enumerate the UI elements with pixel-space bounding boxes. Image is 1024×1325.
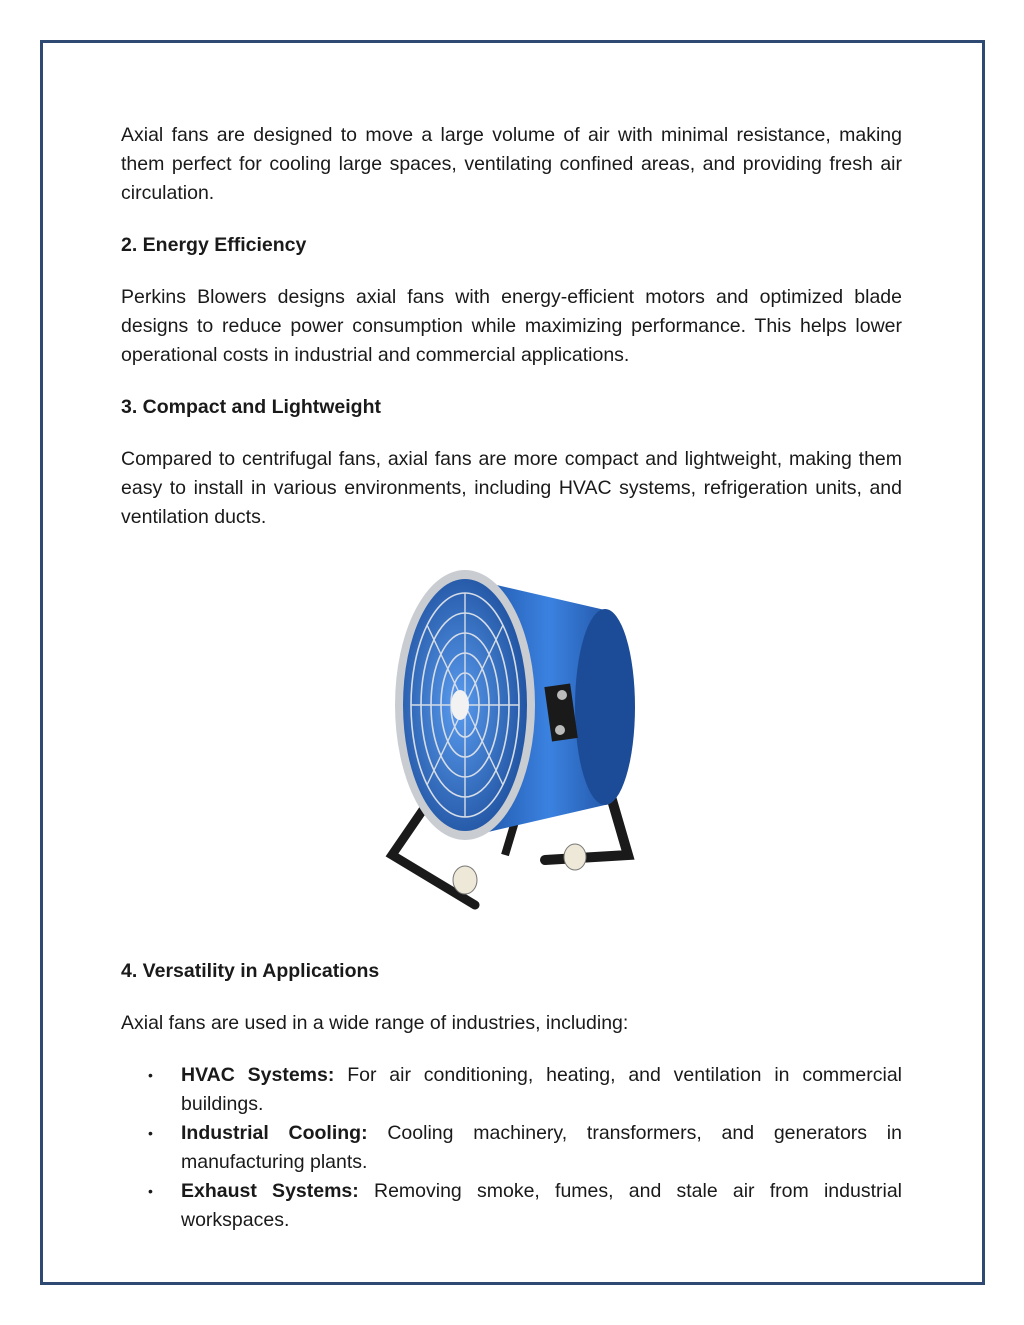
bullet-icon: •	[148, 1183, 153, 1199]
list-item-text: Removing smoke, fumes, and stale air from industrial workspaces.	[181, 1180, 902, 1231]
list-item-label: Exhaust Systems:	[181, 1180, 359, 1202]
list-item-label: Industrial Cooling:	[181, 1122, 368, 1144]
list-item	[121, 1177, 902, 1235]
energy-efficiency-heading: 2. Energy Efficiency	[121, 234, 307, 256]
axial-fan-figure	[121, 555, 902, 925]
intro-paragraph: Axial fans are designed to move a large volume of air with minimal resistance, making them perfect for cooling large spaces, ventilating confined areas, and providing fresh air circulation.	[121, 124, 902, 204]
list-item-label: HVAC Systems:	[181, 1064, 335, 1086]
compact-lightweight-heading: 3. Compact and Lightweight	[121, 396, 382, 418]
applications-list	[121, 1061, 902, 1235]
document-body	[121, 121, 902, 1235]
list-item-text: For air conditioning, heating, and ventilation in commercial buildings.	[181, 1064, 903, 1115]
list-item	[121, 1061, 902, 1119]
versatility-paragraph: Axial fans are used in a wide range of industries, including:	[121, 1012, 629, 1034]
versatility-heading: 4. Versatility in Applications	[121, 960, 380, 982]
bullet-icon: •	[148, 1067, 153, 1083]
bullet-icon: •	[148, 1125, 153, 1141]
compact-lightweight-paragraph: Compared to centrifugal fans, axial fans are more compact and lightweight, making them easy to install in various environments, including HVAC systems, refrigeration units, and ventilation ducts.	[121, 448, 902, 528]
axial-fan-icon	[380, 555, 650, 925]
list-item	[121, 1119, 902, 1177]
list-item-text: Cooling machinery, transformers, and generators in manufacturing plants.	[181, 1122, 902, 1173]
energy-efficiency-paragraph: Perkins Blowers designs axial fans with energy-efficient motors and optimized blade designs to reduce power consumption while maximizing performance. This helps lower operational costs in industrial and commercial applications.	[121, 286, 902, 366]
